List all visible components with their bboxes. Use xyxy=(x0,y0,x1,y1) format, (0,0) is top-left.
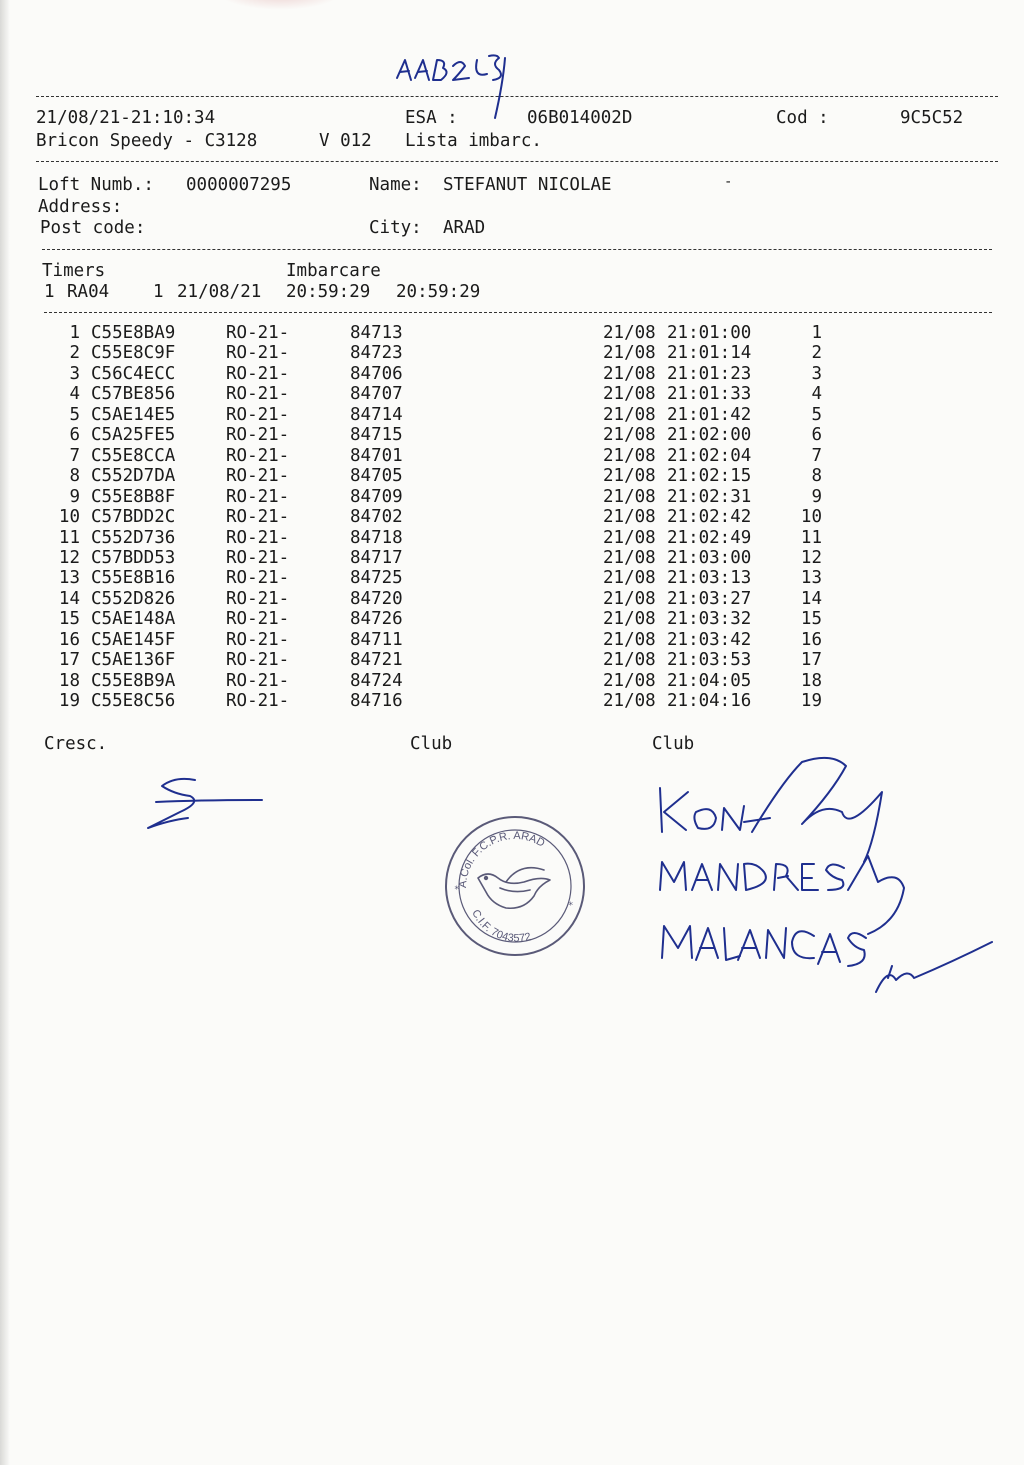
row-index: 2 xyxy=(69,343,80,364)
row-index: 1 xyxy=(69,323,80,343)
city-value: ARAD xyxy=(443,218,486,238)
ring-number: 84724 xyxy=(350,670,403,691)
arrival-time: 21:01:14 xyxy=(667,343,752,364)
row-index: 16 xyxy=(58,629,80,650)
arrival-time: 21:01:00 xyxy=(667,323,752,343)
ring-prefix: RO-21- xyxy=(226,670,290,691)
bird-row xyxy=(0,548,1024,568)
arrival-time: 21:03:32 xyxy=(667,609,752,630)
arrival-time: 21:01:33 xyxy=(667,384,752,405)
club-label-2: Club xyxy=(652,734,695,754)
scan-edge-shadow xyxy=(0,0,10,1465)
bird-row xyxy=(0,528,1024,548)
chip-code: C552D736 xyxy=(91,527,176,548)
arrival-time: 21:01:42 xyxy=(667,404,752,425)
ring-number: 84713 xyxy=(350,323,403,343)
ring-prefix: RO-21- xyxy=(226,384,290,405)
chip-code: C57BDD53 xyxy=(91,547,176,568)
arrival-time: 21:02:49 xyxy=(667,527,752,548)
row-index: 9 xyxy=(69,486,80,507)
ring-number: 84714 xyxy=(350,404,403,425)
chip-code: C552D826 xyxy=(91,588,176,609)
bird-row xyxy=(0,487,1024,507)
bird-row xyxy=(0,691,1024,711)
chip-code: C56C4ECC xyxy=(91,363,176,384)
arrival-date: 21/08 xyxy=(603,384,656,405)
ring-prefix: RO-21- xyxy=(226,691,290,712)
ring-number: 84717 xyxy=(350,547,403,568)
row-index: 19 xyxy=(58,691,80,712)
separator-line xyxy=(36,96,998,97)
ring-number: 84706 xyxy=(350,363,403,384)
arrival-order: 11 xyxy=(800,527,822,548)
ring-number: 84701 xyxy=(350,445,403,466)
version-label: V 012 xyxy=(319,131,372,151)
ring-prefix: RO-21- xyxy=(226,404,290,425)
bird-row xyxy=(0,384,1024,404)
bird-row xyxy=(0,609,1024,629)
ring-number: 84707 xyxy=(350,384,403,405)
row-index: 18 xyxy=(58,670,80,691)
address-label: Address: xyxy=(38,197,123,217)
arrival-time: 21:02:31 xyxy=(667,486,752,507)
arrival-time: 21:02:04 xyxy=(667,445,752,466)
timer-index: 1 xyxy=(44,282,55,302)
svg-text:*: * xyxy=(454,885,460,895)
chip-code: C55E8CCA xyxy=(91,445,176,466)
arrival-time: 21:03:27 xyxy=(667,588,752,609)
arrival-order: 8 xyxy=(811,466,822,487)
bird-row xyxy=(0,466,1024,486)
chip-code: C5AE145F xyxy=(91,629,176,650)
ring-prefix: RO-21- xyxy=(226,568,290,589)
ring-number: 84716 xyxy=(350,691,403,712)
arrival-date: 21/08 xyxy=(603,343,656,364)
bird-row xyxy=(0,364,1024,384)
bird-row xyxy=(0,650,1024,670)
arrival-order: 19 xyxy=(800,691,822,712)
arrival-order: 1 xyxy=(811,323,822,343)
ring-prefix: RO-21- xyxy=(226,363,290,384)
bird-row xyxy=(0,589,1024,609)
ring-number: 84711 xyxy=(350,629,403,650)
arrival-order: 3 xyxy=(811,363,822,384)
bird-row xyxy=(0,630,1024,650)
arrival-order: 17 xyxy=(800,650,822,671)
arrival-order: 10 xyxy=(800,507,822,528)
row-index: 11 xyxy=(58,527,80,548)
dove-icon xyxy=(478,868,550,909)
arrival-date: 21/08 xyxy=(603,527,656,548)
ring-prefix: RO-21- xyxy=(226,466,290,487)
row-index: 17 xyxy=(58,650,80,671)
timers-label: Timers xyxy=(42,261,106,281)
club-signatures xyxy=(652,752,997,1002)
bird-row xyxy=(0,568,1024,588)
arrival-date: 21/08 xyxy=(603,547,656,568)
arrival-time: 21:01:23 xyxy=(667,363,752,384)
arrival-order: 6 xyxy=(811,425,822,446)
stamp-top-text: A.Col. F.C.P.R. ARAD xyxy=(456,829,547,889)
timer-id: RA04 xyxy=(67,282,110,302)
ring-number: 84715 xyxy=(350,425,403,446)
timer-date: 21/08/21 xyxy=(177,282,262,302)
arrival-date: 21/08 xyxy=(603,425,656,446)
chip-code: C5AE136F xyxy=(91,650,176,671)
bird-row xyxy=(0,323,1024,343)
ring-prefix: RO-21- xyxy=(226,588,290,609)
report-datetime: 21/08/21-21:10:34 xyxy=(36,108,216,128)
arrival-order: 18 xyxy=(800,670,822,691)
postcode-label: Post code: xyxy=(40,218,146,238)
arrival-order: 9 xyxy=(811,486,822,507)
chip-code: C55E8B9A xyxy=(91,670,176,691)
bird-row xyxy=(0,671,1024,691)
bird-row xyxy=(0,343,1024,363)
loft-number-value: 0000007295 xyxy=(186,175,292,195)
arrival-time: 21:02:15 xyxy=(667,466,752,487)
ring-number: 84726 xyxy=(350,609,403,630)
row-index: 5 xyxy=(69,404,80,425)
arrival-time: 21:04:16 xyxy=(667,691,752,712)
arrival-date: 21/08 xyxy=(603,363,656,384)
cod-value: 9C5C52 xyxy=(900,108,964,128)
arrival-order: 4 xyxy=(811,384,822,405)
arrival-order: 15 xyxy=(800,609,822,630)
list-title: Lista imbarc. xyxy=(405,131,542,151)
svg-text:*: * xyxy=(568,901,574,911)
arrival-order: 2 xyxy=(811,343,822,364)
chip-code: C55E8C9F xyxy=(91,343,176,364)
ring-prefix: RO-21- xyxy=(226,547,290,568)
arrival-time: 21:03:00 xyxy=(667,547,752,568)
timer-count: 1 xyxy=(153,282,164,302)
arrival-time: 21:02:42 xyxy=(667,507,752,528)
arrival-date: 21/08 xyxy=(603,629,656,650)
arrival-order: 12 xyxy=(800,547,822,568)
ring-number: 84721 xyxy=(350,650,403,671)
club-label-1: Club xyxy=(410,734,453,754)
chip-code: C55E8B16 xyxy=(91,568,176,589)
arrival-date: 21/08 xyxy=(603,670,656,691)
cod-label: Cod : xyxy=(776,108,829,128)
ring-prefix: RO-21- xyxy=(226,629,290,650)
arrival-time: 21:03:53 xyxy=(667,650,752,671)
ring-number: 84718 xyxy=(350,527,403,548)
ring-number: 84705 xyxy=(350,466,403,487)
ring-number: 84709 xyxy=(350,486,403,507)
stamp-bottom-text: C.I.F. 7043572 xyxy=(469,907,533,945)
esa-label: ESA : xyxy=(405,108,458,128)
name-value: STEFANUT NICOLAE xyxy=(443,175,612,195)
ring-number: 84725 xyxy=(350,568,403,589)
stray-mark: - xyxy=(724,174,733,190)
imbarcare-label: Imbarcare xyxy=(286,261,381,281)
ring-number: 84702 xyxy=(350,507,403,528)
scan-stain xyxy=(215,0,345,10)
club-stamp xyxy=(444,816,586,956)
bird-row xyxy=(0,425,1024,445)
ring-prefix: RO-21- xyxy=(226,425,290,446)
row-index: 10 xyxy=(58,507,80,528)
ring-prefix: RO-21- xyxy=(226,323,290,343)
chip-code: C5A25FE5 xyxy=(91,425,176,446)
chip-code: C5AE148A xyxy=(91,609,176,630)
ring-prefix: RO-21- xyxy=(226,486,290,507)
arrival-date: 21/08 xyxy=(603,445,656,466)
row-index: 4 xyxy=(69,384,80,405)
arrival-date: 21/08 xyxy=(603,650,656,671)
arrival-date: 21/08 xyxy=(603,323,656,343)
row-index: 3 xyxy=(69,363,80,384)
ring-prefix: RO-21- xyxy=(226,527,290,548)
arrival-order: 7 xyxy=(811,445,822,466)
arrival-order: 5 xyxy=(811,404,822,425)
arrival-order: 13 xyxy=(800,568,822,589)
ring-prefix: RO-21- xyxy=(226,445,290,466)
bird-row xyxy=(0,507,1024,527)
ring-prefix: RO-21- xyxy=(226,507,290,528)
chip-code: C57BDD2C xyxy=(91,507,176,528)
chip-code: C57BE856 xyxy=(91,384,176,405)
breeder-signature xyxy=(140,772,270,837)
arrival-date: 21/08 xyxy=(603,609,656,630)
row-index: 15 xyxy=(58,609,80,630)
row-index: 6 xyxy=(69,425,80,446)
device-name: Bricon Speedy - C3128 xyxy=(36,131,258,151)
chip-code: C55E8C56 xyxy=(91,691,176,712)
arrival-date: 21/08 xyxy=(603,588,656,609)
arrival-time: 21:03:13 xyxy=(667,568,752,589)
arrival-time: 21:04:05 xyxy=(667,670,752,691)
chip-code: C5AE14E5 xyxy=(91,404,176,425)
bird-row xyxy=(0,446,1024,466)
arrival-date: 21/08 xyxy=(603,568,656,589)
ring-number: 84720 xyxy=(350,588,403,609)
separator-line xyxy=(42,249,992,250)
chip-code: C55E8BA9 xyxy=(91,323,176,343)
timer-time-2: 20:59:29 xyxy=(396,282,481,302)
arrival-time: 21:03:42 xyxy=(667,629,752,650)
chip-code: C55E8B8F xyxy=(91,486,176,507)
arrival-date: 21/08 xyxy=(603,507,656,528)
esa-value: 06B014002D xyxy=(527,108,633,128)
separator-line xyxy=(36,161,998,162)
arrival-order: 16 xyxy=(800,629,822,650)
loft-number-label: Loft Numb.: xyxy=(38,175,154,195)
row-index: 7 xyxy=(69,445,80,466)
separator-line xyxy=(44,312,992,313)
arrival-time: 21:02:00 xyxy=(667,425,752,446)
bird-row xyxy=(0,405,1024,425)
city-label: City: xyxy=(369,218,422,238)
ring-prefix: RO-21- xyxy=(226,650,290,671)
chip-code: C552D7DA xyxy=(91,466,176,487)
row-index: 13 xyxy=(58,568,80,589)
timer-time-1: 20:59:29 xyxy=(286,282,371,302)
ring-number: 84723 xyxy=(350,343,403,364)
name-label: Name: xyxy=(369,175,422,195)
cresc-label: Cresc. xyxy=(44,734,108,754)
ring-prefix: RO-21- xyxy=(226,343,290,364)
arrival-date: 21/08 xyxy=(603,466,656,487)
row-index: 12 xyxy=(58,547,80,568)
arrival-date: 21/08 xyxy=(603,486,656,507)
row-index: 8 xyxy=(69,466,80,487)
ring-prefix: RO-21- xyxy=(226,609,290,630)
arrival-order: 14 xyxy=(800,588,822,609)
arrival-date: 21/08 xyxy=(603,404,656,425)
arrival-date: 21/08 xyxy=(603,691,656,712)
row-index: 14 xyxy=(58,588,80,609)
